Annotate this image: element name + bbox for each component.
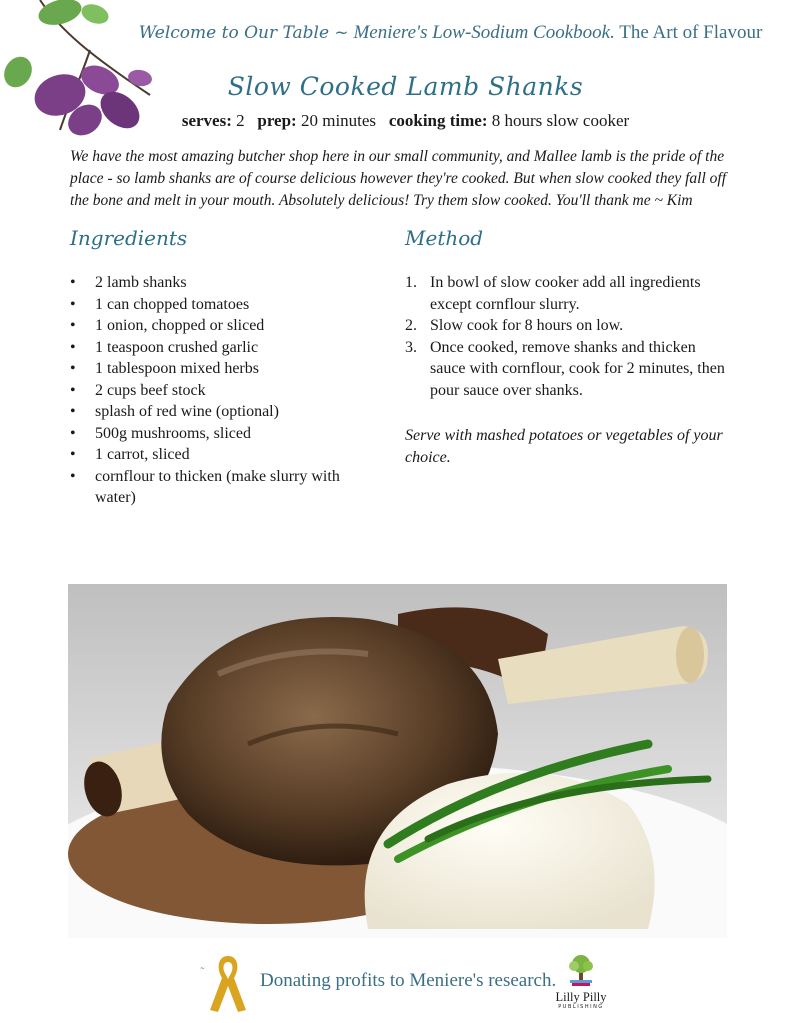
method-step xyxy=(405,337,735,402)
ingredient-item: • 1 teaspoon crushed garlic xyxy=(70,337,380,359)
svg-text:~: ~ xyxy=(200,965,206,972)
ingredient-item: • splash of red wine (optional) xyxy=(70,401,380,423)
method-step xyxy=(405,272,735,315)
lamb-shank-photo xyxy=(68,584,727,938)
serving-note: Serve with mashed potatoes or vegetables of your choice. xyxy=(405,427,723,466)
donation-text: Donating profits to Meniere's research. xyxy=(260,970,557,991)
lilly-pilly-tree-icon xyxy=(564,952,598,986)
header-tagline: The Art of Flavour xyxy=(619,22,763,43)
cook-label: cooking time: xyxy=(388,111,488,130)
prep-label: prep: xyxy=(257,111,297,130)
cook-value: 8 hours slow cooker xyxy=(491,111,630,130)
ingredient-item: • 1 can chopped tomatoes xyxy=(70,294,380,316)
recipe-title: Slow Cooked Lamb Shanks xyxy=(227,72,584,101)
method-step-text: Slow cook for 8 hours on low. xyxy=(430,317,624,334)
ingredient-item: • 2 cups beef stock xyxy=(70,380,380,402)
method-step-number: 1. xyxy=(405,274,417,291)
ingredient-item: • 1 tablespoon mixed herbs xyxy=(70,358,380,380)
cookbook-header xyxy=(110,22,791,44)
serves-value: 2 xyxy=(236,111,245,130)
method-step-text: Once cooked, remove shanks and thicken sauce with cornflour, cook for 2 minutes, then pour sauce over shanks. xyxy=(430,338,725,399)
publisher-sub: PUBLISHING xyxy=(558,1004,604,1010)
publisher-name: Lilly Pilly xyxy=(555,990,607,1004)
ingredients-list xyxy=(70,272,380,509)
publisher-logo xyxy=(552,952,610,1018)
header-book-title: Meniere's Low-Sodium Cookbook. xyxy=(353,22,615,43)
ingredient-item: • 2 lamb shanks xyxy=(70,272,380,294)
header-script-text: Welcome to Our Table ~ xyxy=(138,23,349,43)
ingredient-item: • 1 carrot, sliced xyxy=(70,444,380,466)
prep-value: 20 minutes xyxy=(300,111,377,130)
ingredient-item: • 500g mushrooms, sliced xyxy=(70,423,380,445)
awareness-ribbon-icon xyxy=(200,952,256,1014)
method-step-number: 2. xyxy=(405,317,417,334)
ingredients-heading: Ingredients xyxy=(70,226,188,250)
ingredient-item: • 1 onion, chopped or sliced xyxy=(70,315,380,337)
footer xyxy=(0,950,811,1020)
method-heading: Method xyxy=(405,226,484,250)
recipe-intro: We have the most amazing butcher shop here in our small community, and Mallee lamb is the pride of the place - so lamb shanks are of course delicious however they're cooked. But when slow cooked they fall off the bone and melt in your mouth. Absolutely delicious! Try them slow cooked. You'll thank me ~ Kim xyxy=(70,148,727,209)
method-list xyxy=(405,272,735,401)
recipe-meta xyxy=(0,111,811,131)
ingredient-item: • cornflour to thicken (make slurry with water) xyxy=(70,466,380,509)
method-step-number: 3. xyxy=(405,338,417,356)
serves-label: serves: xyxy=(181,111,232,130)
method-step-text: In bowl of slow cooker add all ingredients except cornflour slurry. xyxy=(430,274,701,313)
method-step xyxy=(405,315,735,337)
